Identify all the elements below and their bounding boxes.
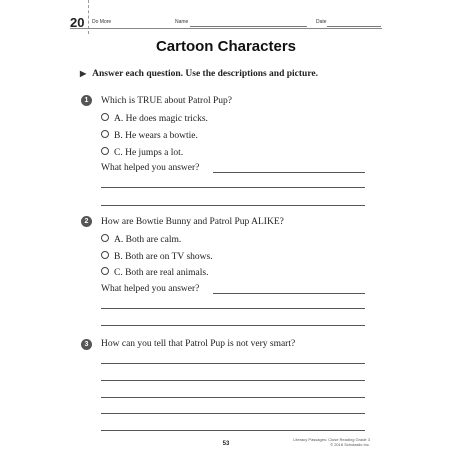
q2-option-b[interactable]: B. Both are on TV shows. bbox=[101, 251, 213, 262]
q3-answer-line[interactable] bbox=[101, 397, 365, 398]
header-rule bbox=[70, 28, 382, 29]
question-number-3: 3 bbox=[81, 339, 92, 350]
question-number-2: 2 bbox=[81, 216, 92, 227]
q3-answer-line[interactable] bbox=[101, 413, 365, 414]
q2-answer-line[interactable] bbox=[101, 325, 365, 326]
q2-option-a[interactable]: A. Both are calm. bbox=[101, 234, 181, 245]
name-field[interactable] bbox=[190, 26, 307, 27]
footer-book-title: Literacy Passages: Close Reading Grade 3 bbox=[293, 437, 370, 442]
directions bbox=[80, 69, 318, 79]
q1-answer-line[interactable] bbox=[101, 205, 365, 206]
date-label: Date bbox=[316, 19, 327, 25]
question-2-text: How are Bowtie Bunny and Patrol Pup ALIKE? bbox=[101, 217, 284, 227]
date-field[interactable] bbox=[327, 26, 381, 27]
question-3-text: How can you tell that Patrol Pup is not very smart? bbox=[101, 339, 296, 349]
page-number: 20 bbox=[70, 15, 85, 30]
q1-answer-line[interactable] bbox=[101, 187, 365, 188]
q1-helped-label: What helped you answer? bbox=[101, 163, 200, 173]
q3-answer-line[interactable] bbox=[101, 430, 365, 431]
q1-option-c[interactable]: C. He jumps a lot. bbox=[101, 147, 183, 158]
radio-circle-icon[interactable] bbox=[101, 251, 109, 259]
q3-answer-line[interactable] bbox=[101, 363, 365, 364]
radio-circle-icon[interactable] bbox=[101, 113, 109, 121]
directions-text: Answer each question. Use the descriptions and picture. bbox=[92, 69, 318, 79]
arrow-right-icon: ▶ bbox=[80, 69, 87, 78]
footer-page-number: 53 bbox=[222, 441, 230, 447]
footer-credit bbox=[293, 437, 370, 447]
page-title: Cartoon Characters bbox=[155, 38, 297, 55]
q2-answer-line[interactable] bbox=[101, 308, 365, 309]
radio-circle-icon[interactable] bbox=[101, 234, 109, 242]
footer-copyright: © 2018 Scholastic Inc. bbox=[330, 442, 370, 447]
q1-option-a[interactable]: A. He does magic tricks. bbox=[101, 113, 208, 124]
q1-helped-answer-line[interactable] bbox=[213, 172, 365, 173]
question-1-text: Which is TRUE about Patrol Pup? bbox=[101, 96, 232, 106]
q1-option-b[interactable]: B. He wears a bowtie. bbox=[101, 130, 198, 141]
q3-answer-line[interactable] bbox=[101, 380, 365, 381]
q2-helped-answer-line[interactable] bbox=[213, 293, 365, 294]
page-header bbox=[0, 0, 452, 34]
radio-circle-icon[interactable] bbox=[101, 147, 109, 155]
section-label: Do More bbox=[92, 19, 112, 25]
radio-circle-icon[interactable] bbox=[101, 267, 109, 275]
q2-option-c[interactable]: C. Both are real animals. bbox=[101, 267, 208, 278]
question-number-1: 1 bbox=[81, 95, 92, 106]
radio-circle-icon[interactable] bbox=[101, 130, 109, 138]
q2-helped-label: What helped you answer? bbox=[101, 284, 200, 294]
name-label: Name bbox=[175, 19, 189, 25]
